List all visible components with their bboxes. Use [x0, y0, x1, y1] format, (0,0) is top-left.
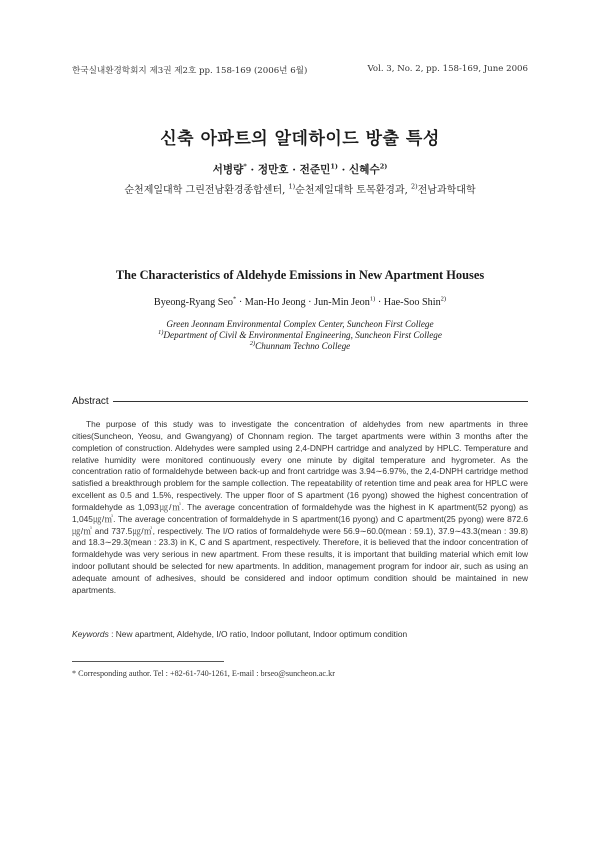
author-1-mark: *: [243, 162, 247, 171]
author-2-en: Man-Ho Jeong: [244, 297, 306, 308]
author-3-en: Jun-Min Jeon: [314, 297, 370, 308]
author-3-mark: 1): [330, 162, 338, 171]
english-title: The Characteristics of Aldehyde Emissions in New Apartment Houses: [115, 268, 485, 282]
running-header: [72, 64, 528, 76]
affil-ko-mark-1: 1): [288, 182, 296, 191]
abstract-body: [72, 419, 528, 597]
affil-en-line-3: [0, 341, 600, 352]
keywords-label: Keywords: [72, 629, 109, 639]
author-separator: ·: [288, 164, 300, 176]
korean-title: 신축 아파트의 알데하이드 방출 특성: [160, 129, 440, 149]
affil-ko-1: 순천제일대학 그린전남환경종합센터,: [124, 185, 289, 196]
affil-en-line-2: [0, 330, 600, 341]
english-authors: [0, 297, 600, 308]
header-right: Vol. 3, No. 2, pp. 158-169, June 2006: [367, 64, 528, 74]
affil-en-mark-2: 2): [249, 339, 256, 347]
affil-ko-3: 전남과학대학: [417, 185, 476, 196]
author-4-ko: 신혜수: [349, 164, 380, 176]
author-separator: ·: [375, 297, 384, 308]
author-separator: ·: [337, 164, 350, 176]
abstract-rule: [113, 401, 528, 402]
affil-en-line-2-text: Department of Civil & Environmental Engineering, Suncheon First College: [163, 330, 442, 340]
author-1-en: Byeong-Ryang Seo: [153, 297, 234, 308]
footnote: [72, 669, 528, 678]
keywords: [72, 629, 528, 639]
abstract-heading: [72, 396, 528, 407]
abstract-heading-label: Abstract: [72, 396, 109, 407]
footnote-rule: [72, 661, 224, 662]
author-separator: ·: [246, 164, 258, 176]
english-affiliations: [0, 319, 600, 352]
footnote-mark: *: [72, 669, 77, 678]
korean-authors: [0, 162, 600, 177]
author-4-mark: 2): [379, 162, 388, 171]
author-2-ko: 정만호: [257, 164, 289, 176]
affil-ko-mark-2: 2): [410, 182, 418, 191]
affil-en-mark-1: 1): [158, 328, 164, 336]
author-4-en-mark: 2): [440, 295, 447, 303]
abstract-paragraph: The purpose of this study was to investigate the concentration of aldehydes from new apartments in three cities(Suncheon, Yeosu, and Gwangyang) of Chonnam region. The target apartments were within 3 months after the completion of construction. Aldehydes were sampled using 2,4-DNPH cartridge and analyzed by HPLC. Temperature and relative humidity were monitored continuously every one minute by digital temperature and hygrometer. As the concentration ratio of formaldehyde between back-up and front cartridge was 3.94∼6.97%, the 2,4-DNPH cartridge method satisfied a breakthrough problem for the sample collection. The repeatability of retention time and peak area for HPLC were excellent as 0.5 and 1.5%, respectively. The upper floor of S apartment (16 pyong) showed the highest concentration of formaldehyde as 1,093㎍/㎥. The average concentration of formaldehyde was the highest in K apartment(52 pyong) as 1,045㎍/㎥. The average concentration of formaldehyde in S apartment(16 pyong) and C apartment(25 pyong) were 872.6㎍/㎥ and 737.5㎍/㎥, respectively. The I/O ratios of formaldehyde were 56.9∼60.0(mean : 59.1), 37.9∼43.3(mean : 39.8) and 18.3∼29.3(mean : 23.3) in K, C and S apartment, respectively. Therefore, it is believed that the indoor concentration of formaldehyde was very serious in new apartment. From these results, it is important that building material which emit low indoor pollutant should be selected for new apartments. In addition, management program for indoor air, such as using an adequate amount of adhesives, should be considered and indoor optimum condition should be maintained in new apartments.: [72, 419, 528, 595]
footnote-text: Corresponding author. Tel : +82-61-740-1261, E-mail : brseo@suncheon.ac.kr: [76, 669, 335, 678]
affil-ko-2: 순천제일대학 토목환경과,: [295, 185, 411, 196]
author-3-en-mark: 1): [369, 295, 376, 303]
keywords-text: : New apartment, Aldehyde, I/O ratio, Indoor pollutant, Indoor optimum condition: [108, 629, 408, 639]
affil-en-line-1: Green Jeonnam Environmental Complex Center, Suncheon First College: [166, 319, 434, 329]
author-4-en: Hae-Soo Shin: [383, 297, 441, 308]
korean-affiliations: [0, 181, 600, 196]
author-1-ko: 서병량: [212, 164, 244, 176]
author-1-en-mark: *: [233, 295, 237, 303]
author-separator: ·: [305, 297, 315, 308]
author-separator: ·: [236, 297, 245, 308]
author-3-ko: 전준민: [299, 164, 331, 176]
header-left: 한국실내환경학회지 제3권 제2호 pp. 158-169 (2006년 6월): [72, 66, 308, 76]
affil-en-line-3-text: Chunnam Techno College: [255, 341, 351, 351]
